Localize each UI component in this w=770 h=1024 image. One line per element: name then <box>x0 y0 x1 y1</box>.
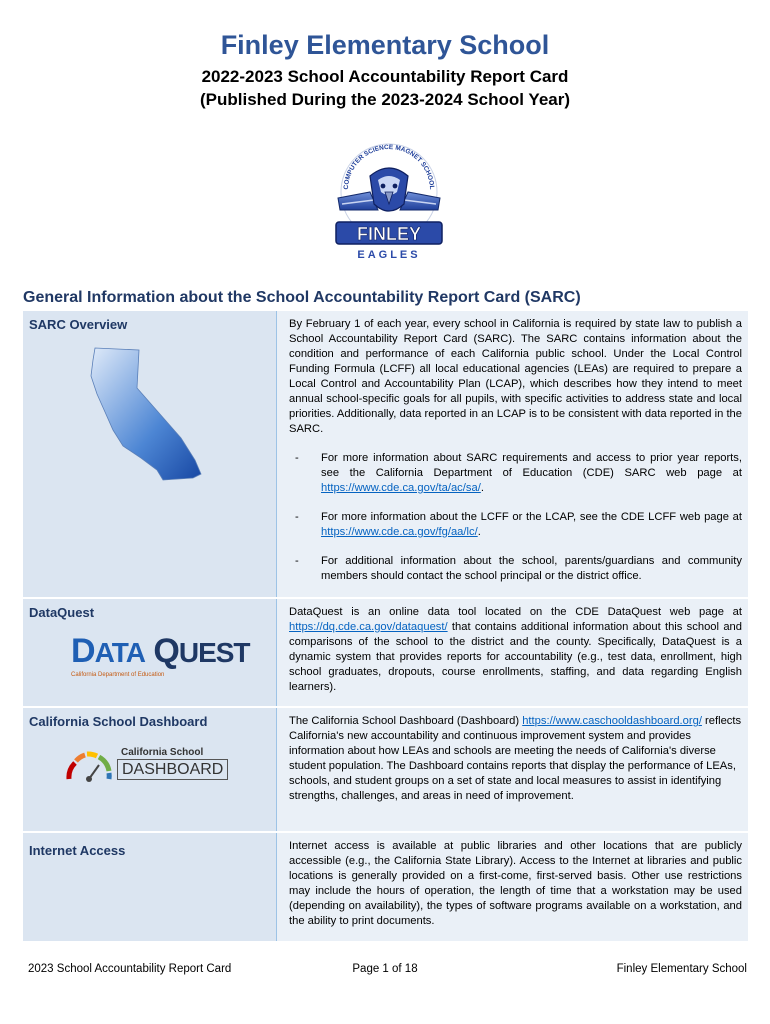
overview-text-cell <box>277 311 749 598</box>
table-row-dataquest <box>23 598 748 707</box>
sarc-info-table <box>23 311 748 943</box>
internet-text-cell <box>277 832 749 942</box>
publication-subtitle: (Published During the 2023-2024 School Year) <box>199 90 571 109</box>
dashboard-link[interactable]: https://www.caschooldashboard.org/ <box>522 715 702 727</box>
dashboard-text-cell <box>277 707 749 832</box>
section-heading: General Information about the School Accountability Report Card (SARC) <box>23 289 581 306</box>
dataquest-logo-caption: California Department of Education <box>71 672 165 678</box>
footer-school-name: Finley Elementary School <box>616 963 747 975</box>
gauge-icon <box>65 745 113 785</box>
dashboard-logo-top: California School <box>121 747 204 758</box>
logo-name-text: FINLEY <box>356 224 422 244</box>
cde-lcff-link[interactable]: https://www.cde.ca.gov/fg/aa/lc/ <box>321 526 478 538</box>
report-subtitle: 2022-2023 School Accountability Report Card <box>201 67 569 86</box>
internet-paragraph: Internet access is available at public libraries and other locations that are publicly accessible (e.g., the California State Library). Access to the Internet at libraries and public locations is generally provided on a first-come, first-served basis. Other use restrictions may include the hours of operation, the length of time that a workstation may be used (depending on availability), the types of software programs available on a workstation, and the ability to print documents. <box>289 840 742 927</box>
footer-page-number: Page 1 of 18 <box>352 963 418 975</box>
dataquest-text-cell <box>277 598 749 707</box>
table-row-internet <box>23 832 748 942</box>
row-label-internet-access: Internet Access <box>29 843 126 858</box>
logo-tag-text: EAGLES <box>357 249 421 261</box>
dataquest-label-cell <box>23 598 277 707</box>
overview-paragraph: By February 1 of each year, every school in California is required by state law to publish a School Accountability Report Card (SARC). The SARC contains information about the condition and performance of each California public school. Under the Local Control Funding Formula (LCFF) all local educational agencies (LEAs) are required to prepare a Local Control and Accountability Plan (LCAP), which describes how they intend to meet annual school-specific goals for all pupils, with specific activities to address state and local priorities. Additionally, data reported in an LCAP is to be consistent with data reported in the SARC. <box>289 318 742 435</box>
cde-sarc-link[interactable]: https://www.cde.ca.gov/ta/ac/sa/ <box>321 482 481 494</box>
table-row-dashboard <box>23 707 748 832</box>
logo-ring-text: COMPUTER SCIENCE MAGNET SCHOOL <box>342 143 436 190</box>
dashboard-paragraph: The California School Dashboard (Dashboard) https://www.caschooldashboard.org/ reflects California's new accountability and continuous improvement system and provides information about how LEAs and schools are meeting the needs of California's diverse student population. The Dashboard contains reports that display the performance of LEAs, schools, and student groups on a set of state and local measures to assist in identifying strengths, challenges, and areas in need of improvement. <box>289 715 742 802</box>
finley-eagles-logo <box>330 132 448 264</box>
california-map-icon <box>77 342 217 492</box>
row-label-dashboard: California School Dashboard <box>29 714 208 729</box>
overview-label-cell <box>23 311 277 598</box>
row-label-sarc-overview: SARC Overview <box>29 317 128 332</box>
internet-label-cell <box>23 832 277 942</box>
dataquest-link[interactable]: https://dq.cde.ca.gov/dataquest/ <box>289 621 448 633</box>
overview-bullet-sarc-page: - For more information about SARC requirements and access to prior year reports, see the California Department of Education (CDE) SARC web page at https://www.cde.ca.gov/ta/ac/sa/. <box>295 452 742 494</box>
dataquest-logo: DATA QUEST California Department of Education <box>71 632 250 678</box>
table-row-overview <box>23 311 748 598</box>
dataquest-paragraph: DataQuest is an online data tool located on the CDE DataQuest web page at https://dq.cde.ca.gov/dataquest/ that contains additional information about this school and comparisons of the school to the district and the county. Specifically, DataQuest is a dynamic system that provides reports for accountability (e.g., test data, enrollment, high school graduates, dropouts, course enrollments, staffing, and data regarding English learners). <box>289 606 742 693</box>
dashboard-logo <box>65 743 255 789</box>
document-title: Finley Elementary School <box>220 30 550 60</box>
overview-bullet-lcff-page: - For more information about the LCFF or the LCAP, see the CDE LCFF web page at https://www.cde.ca.gov/fg/aa/lc/. <box>295 511 742 538</box>
dashboard-logo-bottom: DASHBOARD <box>117 759 228 780</box>
footer-report-name: 2023 School Accountability Report Card <box>28 963 232 975</box>
dashboard-label-cell <box>23 707 277 832</box>
row-label-dataquest: DataQuest <box>29 605 95 620</box>
overview-bullet-contact: - For additional information about the school, parents/guardians and community members should contact the school principal or the district office. <box>295 555 742 582</box>
